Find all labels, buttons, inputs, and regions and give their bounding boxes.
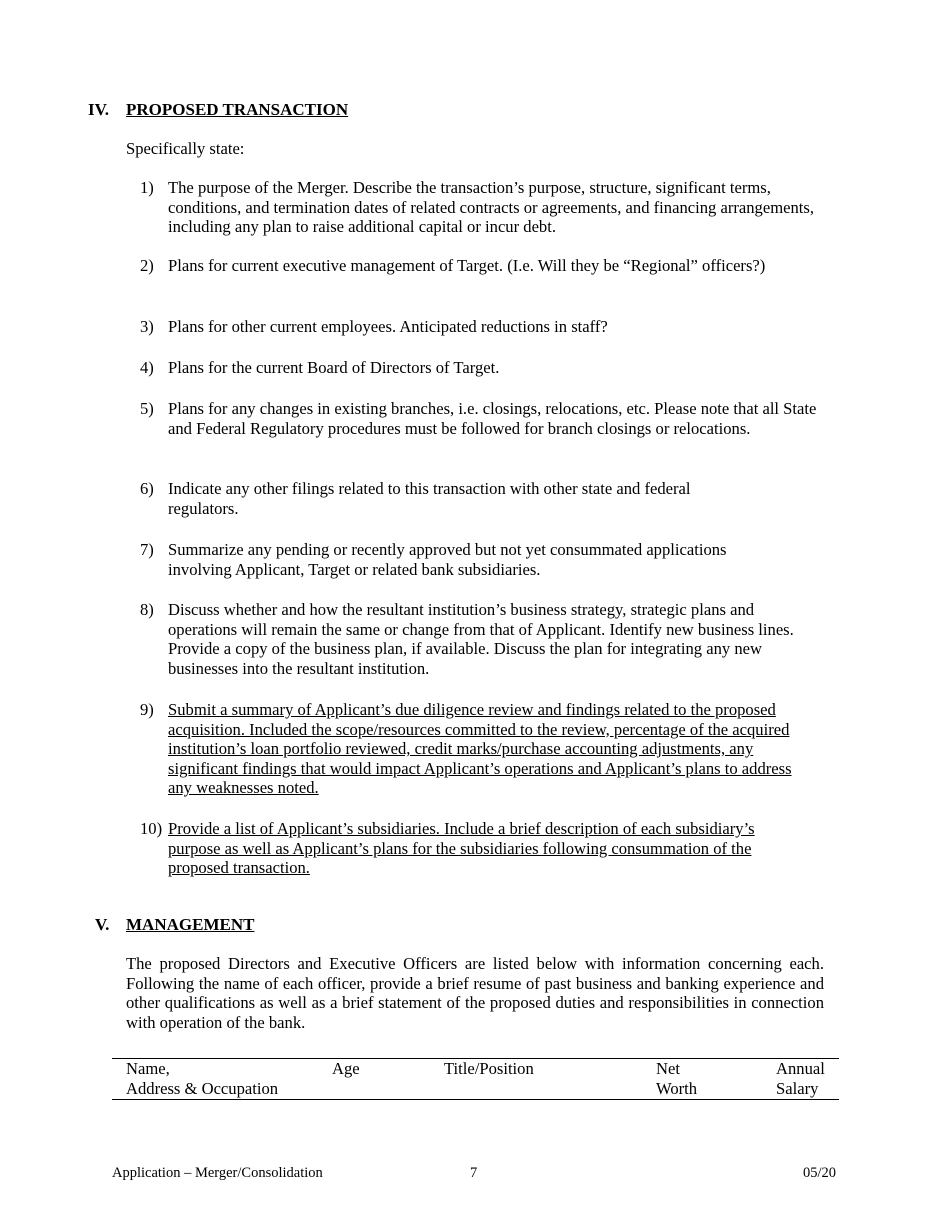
item-text: Indicate any other filings related to this transaction with other state and federal regulators. [168,479,691,518]
section-v-number: V. [95,915,110,934]
col-age: Age [332,1059,360,1078]
col-name-line2: Address & Occupation [126,1078,279,1098]
col-net-worth [656,1059,697,1098]
item-text: Discuss whether and how the resultant institution’s business strategy, strategic plans and operations will remain the same or change from that of Applicant. Identify new business lines. Provide a copy of the business plan, if available. Discuss the plan for integrating any new businesses into the resultant institution. [168,600,794,678]
section-v-title: MANAGEMENT [126,915,255,934]
item-text: Plans for current executive management of Target. (I.e. Will they be “Regional” officers?) [168,256,766,275]
item-text: Plans for other current employees. Anticipated reductions in staff? [168,317,608,336]
item-text: Provide a list of Applicant’s subsidiaries. Include a brief description of each subsidiary’s purpose as well as Applicant’s plans for the subsidiaries following consummation of the proposed transaction. [168,819,755,878]
item-number: 1) [140,178,154,197]
section-iv-heading [88,100,488,120]
item-number: 4) [140,358,154,377]
item-number: 9) [140,700,154,719]
item-number: 8) [140,600,154,619]
section-v-paragraph: The proposed Directors and Executive Officers are listed below with information concerning each. Following the name of each officer, provide a brief resume of past business and banking experience and other qualifications as well as a brief statement of the proposed duties and responsibilities in connection with operation of the bank. [126,954,824,1032]
item-text: Plans for the current Board of Directors of Target. [168,358,500,377]
item-number: 3) [140,317,154,336]
item-number: 5) [140,399,154,418]
item-number: 10) [140,819,163,838]
management-table-header [112,1058,839,1100]
footer-page-number: 7 [470,1165,478,1181]
section-iv-number: IV. [88,100,109,119]
section-v-heading [95,915,495,935]
item-number: 6) [140,479,154,498]
col-net-worth-line2: Worth [656,1078,698,1098]
item-text: The purpose of the Merger. Describe the transaction’s purpose, structure, significant terms, conditions, and termination dates of related contracts or agreements, and financing arrangements, including any plan to raise additional capital or incur debt. [168,178,814,237]
col-title: Title/Position [444,1059,534,1078]
item-number: 7) [140,540,154,559]
col-annual-salary [776,1059,825,1098]
footer-document-title: Application – Merger/Consolidation [112,1165,323,1181]
item-number: 2) [140,256,154,275]
item-text: Summarize any pending or recently approved but not yet consummated applications involving Applicant, Target or related bank subsidiaries. [168,540,727,579]
col-salary-line1: Annual [776,1059,825,1078]
col-salary-line2: Salary [776,1078,819,1098]
item-text: Submit a summary of Applicant’s due diligence review and findings related to the proposed acquisition. Included the scope/resources committed to the review, percentage of the acquired institution’s loan portfolio reviewed, credit marks/purchase accounting adjustments, any significant findings that would impact Applicant’s operations and Applicant’s plans to address any weaknesses noted. [168,700,792,798]
col-name [126,1059,278,1098]
section-iv-intro: Specifically state: [126,139,245,158]
col-name-line1: Name, [126,1059,170,1078]
col-net-worth-line1: Net [656,1059,680,1078]
section-iv-title: PROPOSED TRANSACTION [126,100,349,119]
footer-revision-date: 05/20 [803,1165,837,1181]
item-text: Plans for any changes in existing branches, i.e. closings, relocations, etc. Please note that all State and Federal Regulatory procedures must be followed for branch closings or relocations. [168,399,817,438]
